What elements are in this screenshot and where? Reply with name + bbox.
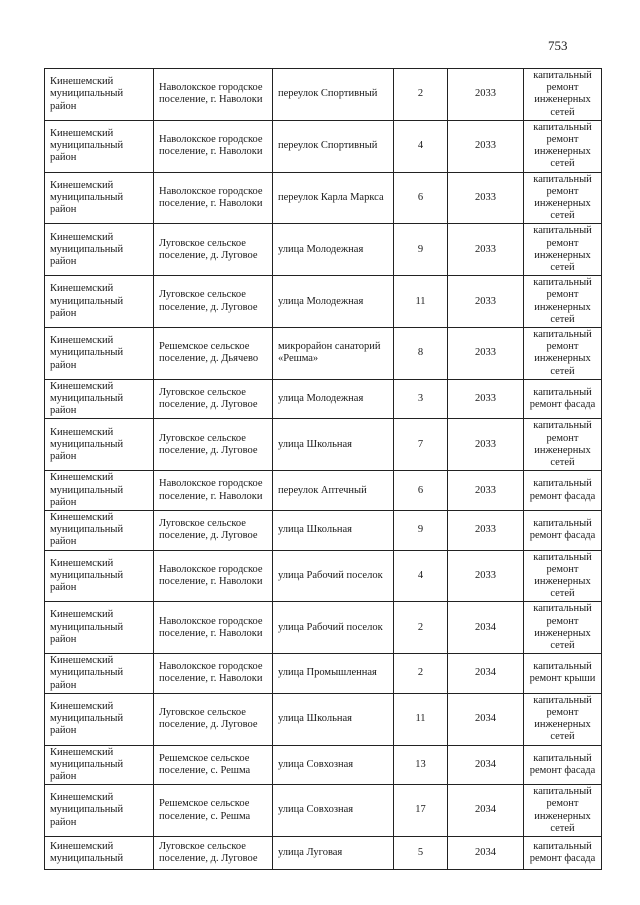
district-cell: Кинешемский муниципальный район xyxy=(45,510,154,550)
table-row xyxy=(45,172,602,224)
table-body xyxy=(45,69,602,870)
district-cell: Кинешемский муниципальный район xyxy=(45,419,154,471)
house-number-cell: 7 xyxy=(394,419,448,471)
settlement-cell: Луговское сельское поселение, д. Луговое xyxy=(154,693,273,745)
table-row xyxy=(45,120,602,172)
work-type-cell: капитальный ремонт фасада xyxy=(524,745,602,785)
district-cell: Кинешемский муниципальный район xyxy=(45,328,154,380)
work-type-cell: капитальный ремонт инженерных сетей xyxy=(524,328,602,380)
table-row xyxy=(45,602,602,654)
table-row xyxy=(45,419,602,471)
settlement-cell: Луговское сельское поселение, д. Луговое xyxy=(154,836,273,869)
table-row xyxy=(45,510,602,550)
house-number-cell: 4 xyxy=(394,550,448,602)
street-cell: улица Молодежная xyxy=(273,224,394,276)
house-number-cell: 6 xyxy=(394,172,448,224)
street-cell: переулок Аптечный xyxy=(273,471,394,511)
street-cell: улица Луговая xyxy=(273,836,394,869)
street-cell: улица Промышленная xyxy=(273,654,394,694)
year-cell: 2033 xyxy=(448,419,524,471)
table-row xyxy=(45,328,602,380)
settlement-cell: Решемское сельское поселение, д. Дьячево xyxy=(154,328,273,380)
work-type-cell: капитальный ремонт инженерных сетей xyxy=(524,69,602,121)
settlement-cell: Наволокское городское поселение, г. Наволоки xyxy=(154,654,273,694)
table-row xyxy=(45,471,602,511)
street-cell: микрорайон санаторий «Решма» xyxy=(273,328,394,380)
district-cell: Кинешемский муниципальный район xyxy=(45,550,154,602)
year-cell: 2034 xyxy=(448,785,524,837)
page-number: 753 xyxy=(548,38,568,53)
settlement-cell: Решемское сельское поселение, с. Решма xyxy=(154,785,273,837)
year-cell: 2033 xyxy=(448,510,524,550)
year-cell: 2034 xyxy=(448,836,524,869)
table-row xyxy=(45,379,602,419)
house-number-cell: 2 xyxy=(394,654,448,694)
house-number-cell: 9 xyxy=(394,510,448,550)
settlement-cell: Луговское сельское поселение, д. Луговое xyxy=(154,419,273,471)
district-cell: Кинешемский муниципальный район xyxy=(45,654,154,694)
year-cell: 2034 xyxy=(448,745,524,785)
work-type-cell: капитальный ремонт фасада xyxy=(524,510,602,550)
work-type-cell: капитальный ремонт инженерных сетей xyxy=(524,693,602,745)
district-cell: Кинешемский муниципальный район xyxy=(45,471,154,511)
district-cell: Кинешемский муниципальный xyxy=(45,836,154,869)
table-row xyxy=(45,693,602,745)
house-number-cell: 9 xyxy=(394,224,448,276)
district-cell: Кинешемский муниципальный район xyxy=(45,224,154,276)
settlement-cell: Наволокское городское поселение, г. Наволоки xyxy=(154,550,273,602)
year-cell: 2033 xyxy=(448,379,524,419)
district-cell: Кинешемский муниципальный район xyxy=(45,785,154,837)
street-cell: улица Школьная xyxy=(273,419,394,471)
street-cell: улица Рабочий поселок xyxy=(273,550,394,602)
house-number-cell: 3 xyxy=(394,379,448,419)
district-cell: Кинешемский муниципальный район xyxy=(45,172,154,224)
district-cell: Кинешемский муниципальный район xyxy=(45,120,154,172)
work-type-cell: капитальный ремонт фасада xyxy=(524,471,602,511)
table-row xyxy=(45,836,602,869)
street-cell: улица Школьная xyxy=(273,510,394,550)
work-type-cell: капитальный ремонт инженерных сетей xyxy=(524,550,602,602)
housing-repair-table xyxy=(44,68,602,870)
work-type-cell: капитальный ремонт инженерных сетей xyxy=(524,602,602,654)
house-number-cell: 17 xyxy=(394,785,448,837)
work-type-cell: капитальный ремонт инженерных сетей xyxy=(524,120,602,172)
district-cell: Кинешемский муниципальный район xyxy=(45,602,154,654)
house-number-cell: 5 xyxy=(394,836,448,869)
year-cell: 2033 xyxy=(448,471,524,511)
settlement-cell: Решемское сельское поселение, с. Решма xyxy=(154,745,273,785)
house-number-cell: 2 xyxy=(394,602,448,654)
house-number-cell: 8 xyxy=(394,328,448,380)
year-cell: 2033 xyxy=(448,120,524,172)
settlement-cell: Наволокское городское поселение, г. Наволоки xyxy=(154,172,273,224)
table-row xyxy=(45,276,602,328)
house-number-cell: 11 xyxy=(394,693,448,745)
year-cell: 2033 xyxy=(448,328,524,380)
settlement-cell: Луговское сельское поселение, д. Луговое xyxy=(154,224,273,276)
district-cell: Кинешемский муниципальный район xyxy=(45,276,154,328)
house-number-cell: 2 xyxy=(394,69,448,121)
year-cell: 2033 xyxy=(448,172,524,224)
table-row xyxy=(45,224,602,276)
settlement-cell: Луговское сельское поселение, д. Луговое xyxy=(154,276,273,328)
settlement-cell: Луговское сельское поселение, д. Луговое xyxy=(154,510,273,550)
year-cell: 2034 xyxy=(448,602,524,654)
settlement-cell: Наволокское городское поселение, г. Наволоки xyxy=(154,602,273,654)
table-row xyxy=(45,69,602,121)
year-cell: 2033 xyxy=(448,276,524,328)
table-row xyxy=(45,745,602,785)
street-cell: улица Рабочий поселок xyxy=(273,602,394,654)
settlement-cell: Наволокское городское поселение, г. Наволоки xyxy=(154,120,273,172)
settlement-cell: Наволокское городское поселение, г. Наволоки xyxy=(154,69,273,121)
district-cell: Кинешемский муниципальный район xyxy=(45,745,154,785)
year-cell: 2033 xyxy=(448,550,524,602)
year-cell: 2033 xyxy=(448,69,524,121)
work-type-cell: капитальный ремонт инженерных сетей xyxy=(524,419,602,471)
settlement-cell: Наволокское городское поселение, г. Наволоки xyxy=(154,471,273,511)
year-cell: 2033 xyxy=(448,224,524,276)
street-cell: улица Молодежная xyxy=(273,276,394,328)
house-number-cell: 11 xyxy=(394,276,448,328)
work-type-cell: капитальный ремонт инженерных сетей xyxy=(524,172,602,224)
street-cell: улица Совхозная xyxy=(273,745,394,785)
work-type-cell: капитальный ремонт инженерных сетей xyxy=(524,224,602,276)
street-cell: улица Совхозная xyxy=(273,785,394,837)
work-type-cell: капитальный ремонт фасада xyxy=(524,836,602,869)
district-cell: Кинешемский муниципальный район xyxy=(45,379,154,419)
street-cell: улица Школьная xyxy=(273,693,394,745)
settlement-cell: Луговское сельское поселение, д. Луговое xyxy=(154,379,273,419)
house-number-cell: 13 xyxy=(394,745,448,785)
work-type-cell: капитальный ремонт крыши xyxy=(524,654,602,694)
street-cell: переулок Спортивный xyxy=(273,69,394,121)
house-number-cell: 4 xyxy=(394,120,448,172)
district-cell: Кинешемский муниципальный район xyxy=(45,693,154,745)
work-type-cell: капитальный ремонт фасада xyxy=(524,379,602,419)
street-cell: переулок Карла Маркса xyxy=(273,172,394,224)
year-cell: 2034 xyxy=(448,654,524,694)
table-row xyxy=(45,654,602,694)
work-type-cell: капитальный ремонт инженерных сетей xyxy=(524,276,602,328)
year-cell: 2034 xyxy=(448,693,524,745)
table-row xyxy=(45,785,602,837)
street-cell: переулок Спортивный xyxy=(273,120,394,172)
work-type-cell: капитальный ремонт инженерных сетей xyxy=(524,785,602,837)
house-number-cell: 6 xyxy=(394,471,448,511)
table-row xyxy=(45,550,602,602)
district-cell: Кинешемский муниципальный район xyxy=(45,69,154,121)
street-cell: улица Молодежная xyxy=(273,379,394,419)
